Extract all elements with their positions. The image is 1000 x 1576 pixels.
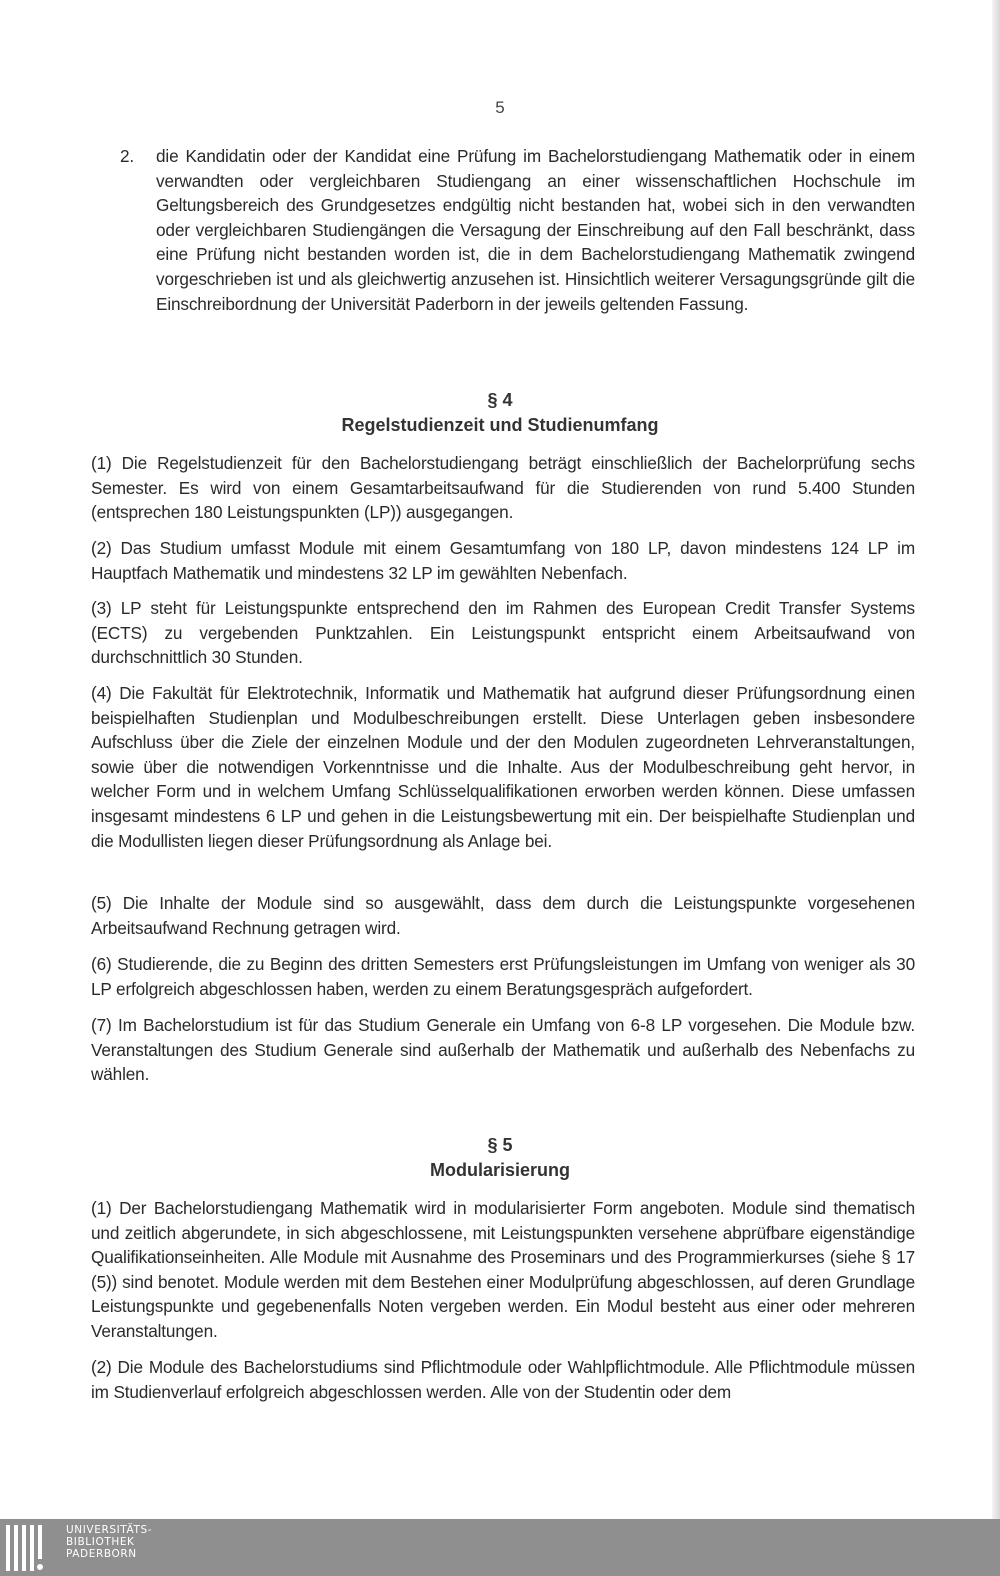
logo-line-3: PADERBORN <box>66 1548 137 1560</box>
logo-line-1: UNIVERSITÄTS- <box>66 1524 153 1536</box>
library-footer-band <box>0 1519 1000 1576</box>
section-4-paragraph-7: (7) Im Bachelorstudium ist für das Studium Generale ein Umfang von 6-8 LP vorgesehen. Die Module bzw. Veranstaltungen des Studium Generale sind außerhalb der Mathematik und außerhalb des Nebenfachs zu wählen. <box>91 1015 915 1085</box>
section-4-title: Regelstudienzeit und Studienumfang <box>341 415 659 435</box>
section-5-paragraph-2: (2) Die Module des Bachelorstudiums sind Pflichtmodule oder Wahlpflichtmodule. Alle Pflichtmodule müssen im Studienverlauf erfolgreich abgeschlossen werden. Alle von der Studentin oder dem <box>91 1357 915 1402</box>
section-4-paragraph-6: (6) Studierende, die zu Beginn des dritten Semesters erst Prüfungsleistungen im Umfang von weniger als 30 LP erfolgreich abgeschlossen haben, werden zu einem Beratungsgespräch aufgefordert. <box>91 954 915 999</box>
section-4-paragraph-3: (3) LP steht für Leistungspunkte entsprechend den im Rahmen des European Credit Transfer Systems (ECTS) zu vergebenden Punktzahlen. Ein Leistungspunkt entspricht einem Arbeitsaufwand von durchschnittlich 30 Stunden. <box>91 598 915 668</box>
list-item-2 <box>120 144 915 316</box>
section-4-paragraph-2: (2) Das Studium umfasst Module mit einem Gesamtumfang von 180 LP, davon mindestens 124 LP im Hauptfach Mathematik und mindestens 32 LP im gewählten Nebenfach. <box>91 538 915 583</box>
section-4-paragraph-5: (5) Die Inhalte der Module sind so ausgewählt, dass dem durch die Leistungspunkte vorgesehenen Arbeitsaufwand Rechnung getragen wird. <box>91 893 915 938</box>
scan-page-edge <box>992 0 1000 1520</box>
section-4-symbol: § 4 <box>487 390 513 410</box>
section-4-paragraph-1: (1) Die Regelstudienzeit für den Bachelorstudiengang beträgt einschließlich der Bachelorprüfung sechs Semester. Es wird von einem Gesamtarbeitsaufwand für die Studierenden von rund 5.400 Stunden (entsprechen 180 Leistungspunkten (LP)) ausgegangen. <box>91 453 915 523</box>
section-4-paragraph-4: (4) Die Fakultät für Elektrotechnik, Informatik und Mathematik hat aufgrund dieser Prüfungsordnung einen beispielhaften Studienplan und Modulbeschreibungen erstellt. Diese Unterlagen geben insbesondere Aufschluss über die Ziele der einzelnen Module und der den Modulen zugeordneten Lehrveranstaltungen, sowie über die notwendigen Vorkenntnisse und die Inhalte. Aus der Modulbeschreibung geht hervor, in welcher Form und in welchem Umfang Schlüsselqualifikationen erworben werden können. Diese umfassen insgesamt mindestens 6 LP und gehen in die Leistungsbewertung mit ein. Der beispielhafte Studienplan und die Modullisten liegen dieser Prüfungsordnung als Anlage bei. <box>91 683 915 851</box>
list-item-number: 2. <box>120 146 135 166</box>
library-logo-text <box>66 1524 152 1560</box>
logo-line-2: BIBLIOTHEK <box>66 1536 135 1548</box>
library-logo-icon <box>6 1523 56 1573</box>
section-5-symbol: § 5 <box>487 1135 513 1155</box>
page-number: 5 <box>495 98 505 117</box>
section-5-paragraph-1: (1) Der Bachelorstudiengang Mathematik wird in modularisierter Form angeboten. Module sind thematisch und zeitlich abgerundete, in sich abgeschlossene, mit Leistungspunkten versehene abprüfbare eigenständige Qualifikationseinheiten. Alle Module mit Ausnahme des Proseminars und des Programmierkurses (siehe § 17 (5)) sind benotet. Module werden mit dem Bestehen einer Modulprüfung abgeschlossen, auf deren Grundlage Leistungspunkte und gegebenenfalls Noten vergeben werden. Ein Modul besteht aus einer oder mehreren Veranstaltungen. <box>91 1198 915 1341</box>
list-item-text: die Kandidatin oder der Kandidat eine Prüfung im Bachelorstudiengang Mathematik oder in einem verwandten oder vergleichbaren Studiengang an einer wissenschaftlichen Hochschule im Geltungsbereich des Grundgesetzes endgültig nicht bestanden hat, wobei sich in den verwandten oder vergleichbaren Studiengängen die Versagung der Einschreibung auf den Fall beschränkt, dass eine Prüfung nicht bestanden worden ist, die in dem Bachelorstudiengang Mathematik zwingend vorgeschrieben ist und als gleichwertig anzusehen ist. Hinsichtlich weiterer Versagungsgründe gilt die Einschreibordnung der Universität Paderborn in der jeweils geltenden Fassung. <box>156 146 915 314</box>
section-5-title: Modularisierung <box>429 1160 570 1180</box>
